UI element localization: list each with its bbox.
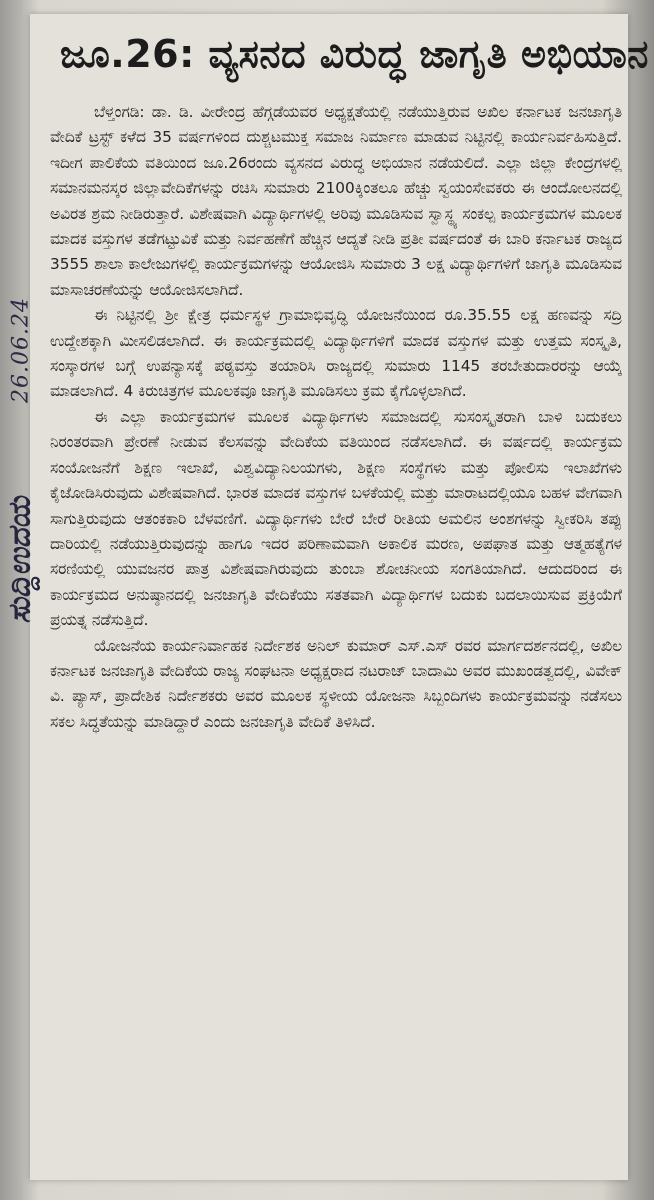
article-headline: ಜೂ.26: ವ್ಯಸನದ ವಿರುದ್ಧ ಜಾಗೃತಿ ಅಭಿಯಾನ xyxy=(60,32,649,76)
handwritten-newspaper-text: ಸುದ್ದಿಉದಯ xyxy=(2,496,38,624)
handwritten-date xyxy=(3,270,39,430)
handwritten-newspaper-name xyxy=(0,455,40,665)
handwritten-date-text: 26.06.24 xyxy=(8,297,34,403)
article-body xyxy=(50,100,622,735)
paragraph-4: ಯೋಜನೆಯ ಕಾರ್ಯನಿರ್ವಾಹಕ ನಿರ್ದೇಶಕ ಅನಿಲ್ ಕುಮಾರ್ ಎಸ್.ಎಸ್ ರವರ ಮಾರ್ಗದರ್ಶನದಲ್ಲಿ, ಅಖಿಲ ಕರ್ನಾಟಕ ಜನಜಾಗೃತಿ ವೇದಿಕೆಯ ರಾಜ್ಯ ಸಂಘಟನಾ ಅಧ್ಯಕ್ಷರಾದ ನಟರಾಜ್ ಬಾದಾಮಿ ಅವರ ಮುಖಂಡತ್ವದಲ್ಲಿ, ವಿವೇಕ್ ವಿ. ಪ್ಯಾಸ್, ಪ್ರಾದೇಶಿಕ ನಿರ್ದೇಶಕರು ಅವರ ಮೂಲಕ ಸ್ಥಳೀಯ ಯೋಜನಾ ಸಿಬ್ಬಂದಿಗಳು ಕಾರ್ಯಕ್ರಮವನ್ನು ನಡೆಸಲು ಸಕಲ ಸಿದ್ಧತೆಯನ್ನು ಮಾಡಿದ್ದಾರೆ ಎಂದು ಜನಜಾಗೃತಿ ವೇದಿಕೆ ತಿಳಿಸಿದೆ. xyxy=(50,636,622,731)
paragraph-3: ಈ ಎಲ್ಲಾ ಕಾರ್ಯಕ್ರಮಗಳ ಮೂಲಕ ವಿದ್ಯಾರ್ಥಿಗಳು ಸಮಾಜದಲ್ಲಿ ಸುಸಂಸ್ಕೃತರಾಗಿ ಬಾಳಿ ಬದುಕಲು ನಿರಂತರವಾಗಿ ಪ್ರೇರಣೆ ನೀಡುವ ಕೆಲಸವನ್ನು ವೇದಿಕೆಯ ವತಿಯಿಂದ ನಡೆಸಲಾಗಿದೆ. ಈ ವರ್ಷದಲ್ಲಿ ಕಾರ್ಯಕ್ರಮ ಸಂಯೋಜನೆಗೆ ಶಿಕ್ಷಣ ಇಲಾಖೆ, ವಿಶ್ವವಿದ್ಯಾನಿಲಯಗಳು, ಶಿಕ್ಷಣ ಸಂಸ್ಥೆಗಳು ಮತ್ತು ಪೋಲಿಸು ಇಲಾಖೆಗಳು ಕೈಜೋಡಿಸಿರುವುದು ವಿಶೇಷವಾಗಿದೆ. ಭಾರತ ಮಾದಕ ವಸ್ತುಗಳ ಬಳಕೆಯಲ್ಲಿ ಮತ್ತು ಮಾರಾಟದಲ್ಲಿಯೂ ಬಹಳ ವೇಗವಾಗಿ ಸಾಗುತ್ತಿರುವುದು ಆತಂಕಕಾರಿ ಬೆಳವಣಿಗೆ. ವಿದ್ಯಾರ್ಥಿಗಳು ಬೇರೆ ಬೇರೆ ರೀತಿಯ ಅಮಲಿನ ಅಂಶಗಳನ್ನು ಸ್ವೀಕರಿಸಿ ತಪ್ಪು ದಾರಿಯಲ್ಲಿ ನಡೆಯುತ್ತಿರುವುದನ್ನು ಹಾಗೂ ಇದರ ಪರಿಣಾಮವಾಗಿ ಅಕಾಲಿಕ ಮರಣ, ಅಪಘಾತ ಮತ್ತು ಆತ್ಮಹತ್ಯೆಗಳ ಸರಣಿಯಲ್ಲಿ ಯುವಜನರ ಪಾತ್ರ ವಿಶೇಷವಾಗಿರುವುದು ತುಂಬಾ ಶೋಚನೀಯ ಸಂಗತಿಯಾಗಿದೆ. ಆದುದರಿಂದ ಈ ಕಾರ್ಯಕ್ರಮದ ಅನುಷ್ಠಾನದಲ್ಲಿ ಜನಜಾಗೃತಿ ವೇದಿಕೆಯು ಸತತವಾಗಿ ವಿದ್ಯಾರ್ಥಿಗಳ ಬದುಕು ಬದಲಾಯಿಸುವ ಪ್ರಕ್ರಿಯೆಗೆ ಪ್ರಯತ್ನ ನಡೆಸುತ್ತಿದೆ. xyxy=(50,407,622,630)
paragraph-2: ಈ ನಿಟ್ಟಿನಲ್ಲಿ ಶ್ರೀ ಕ್ಷೇತ್ರ ಧರ್ಮಸ್ಥಳ ಗ್ರಾಮಾಭಿವೃದ್ಧಿ ಯೋಜನೆಯಿಂದ ರೂ.35.55 ಲಕ್ಷ ಹಣವನ್ನು ಸದ್ರಿ ಉದ್ದೇಶಕ್ಕಾಗಿ ಮೀಸಲಿಡಲಾಗಿದೆ. ಈ ಕಾರ್ಯಕ್ರಮದಲ್ಲಿ ವಿದ್ಯಾರ್ಥಿಗಳಿಗೆ ಮಾದಕ ವಸ್ತುಗಳ ಮತ್ತು ಉತ್ತಮ ಸಂಸ್ಕೃತಿ, ಸಂಸ್ಕಾರಗಳ ಬಗ್ಗೆ ಉಪನ್ಯಾಸಕ್ಕೆ ಪಠ್ಯವಸ್ತು ತಯಾರಿಸಿ ರಾಜ್ಯದಲ್ಲಿ ಸುಮಾರು 1145 ತರಬೇತುದಾರರನ್ನು ಆಯ್ಕೆ ಮಾಡಲಾಗಿದೆ. 4 ಕಿರುಚಿತ್ರಗಳ ಮೂಲಕವೂ ಜಾಗೃತಿ ಮೂಡಿಸಲು ಕ್ರಮ ಕೈಗೊಳ್ಳಲಾಗಿದೆ. xyxy=(50,306,622,401)
paragraph-1: ಬೆಳ್ತಂಗಡಿ: ಡಾ. ಡಿ. ವೀರೇಂದ್ರ ಹೆಗ್ಗಡೆಯವರ ಅಧ್ಯಕ್ಷತೆಯಲ್ಲಿ ನಡೆಯುತ್ತಿರುವ ಅಖಿಲ ಕರ್ನಾಟಕ ಜನಜಾಗೃತಿ ವೇದಿಕೆ ಟ್ರಸ್ಟ್ ಕಳೆದ 35 ವರ್ಷಗಳಿಂದ ದುಶ್ಚಟಮುಕ್ತ ಸಮಾಜ ನಿರ್ಮಾಣ ಮಾಡುವ ನಿಟ್ಟಿನಲ್ಲಿ ಕಾರ್ಯನಿರ್ವಹಿಸುತ್ತಿದೆ. ಇದೀಗ ಪಾಲಿಕೆಯ ವತಿಯಿಂದ ಜೂ.26ರಂದು ವ್ಯಸನದ ವಿರುದ್ಧ ಅಭಿಯಾನ ನಡೆಯಲಿದೆ. ಎಲ್ಲಾ ಜಿಲ್ಲಾ ಕೇಂದ್ರಗಳಲ್ಲಿ ಸಮಾನಮನಸ್ಕರ ಜಿಲ್ಲಾವೇದಿಕೆಗಳನ್ನು ರಚಿಸಿ ಸುಮಾರು 2100ಕ್ಕಿಂತಲೂ ಹೆಚ್ಚು ಸ್ವಯಂಸೇವಕರು ಈ ಆಂದೋಲನದಲ್ಲಿ ಅವಿರತ ಶ್ರಮ ನೀಡಿರುತ್ತಾರೆ. ವಿಶೇಷವಾಗಿ ವಿದ್ಯಾರ್ಥಿಗಳಲ್ಲಿ ಅರಿವು ಮೂಡಿಸುವ ಸ್ವಾಸ್ಥ್ಯ ಸಂಕಲ್ಪ ಕಾರ್ಯಕ್ರಮಗಳ ಮೂಲಕ ಮಾದಕ ವಸ್ತುಗಳ ತಡೆಗಟ್ಟುವಿಕೆ ಮತ್ತು ನಿರ್ವಹಣೆಗೆ ಹೆಚ್ಚಿನ ಆದ್ಯತೆ ನೀಡಿ ಪ್ರತೀ ವರ್ಷದಂತೆ ಈ ಬಾರಿ ಕರ್ನಾಟಕ ರಾಜ್ಯದ 3555 ಶಾಲಾ ಕಾಲೇಜುಗಳಲ್ಲಿ ಕಾರ್ಯಕ್ರಮಗಳನ್ನು ಆಯೋಜಿಸಿ ಸುಮಾರು 3 ಲಕ್ಷ ವಿದ್ಯಾರ್ಥಿಗಳಿಗೆ ಜಾಗೃತಿ ಮೂಡಿಸುವ ಮಾಸಾಚರಣೆಯನ್ನು ಆಯೋಜಿಸಲಾಗಿದೆ. xyxy=(50,103,622,299)
